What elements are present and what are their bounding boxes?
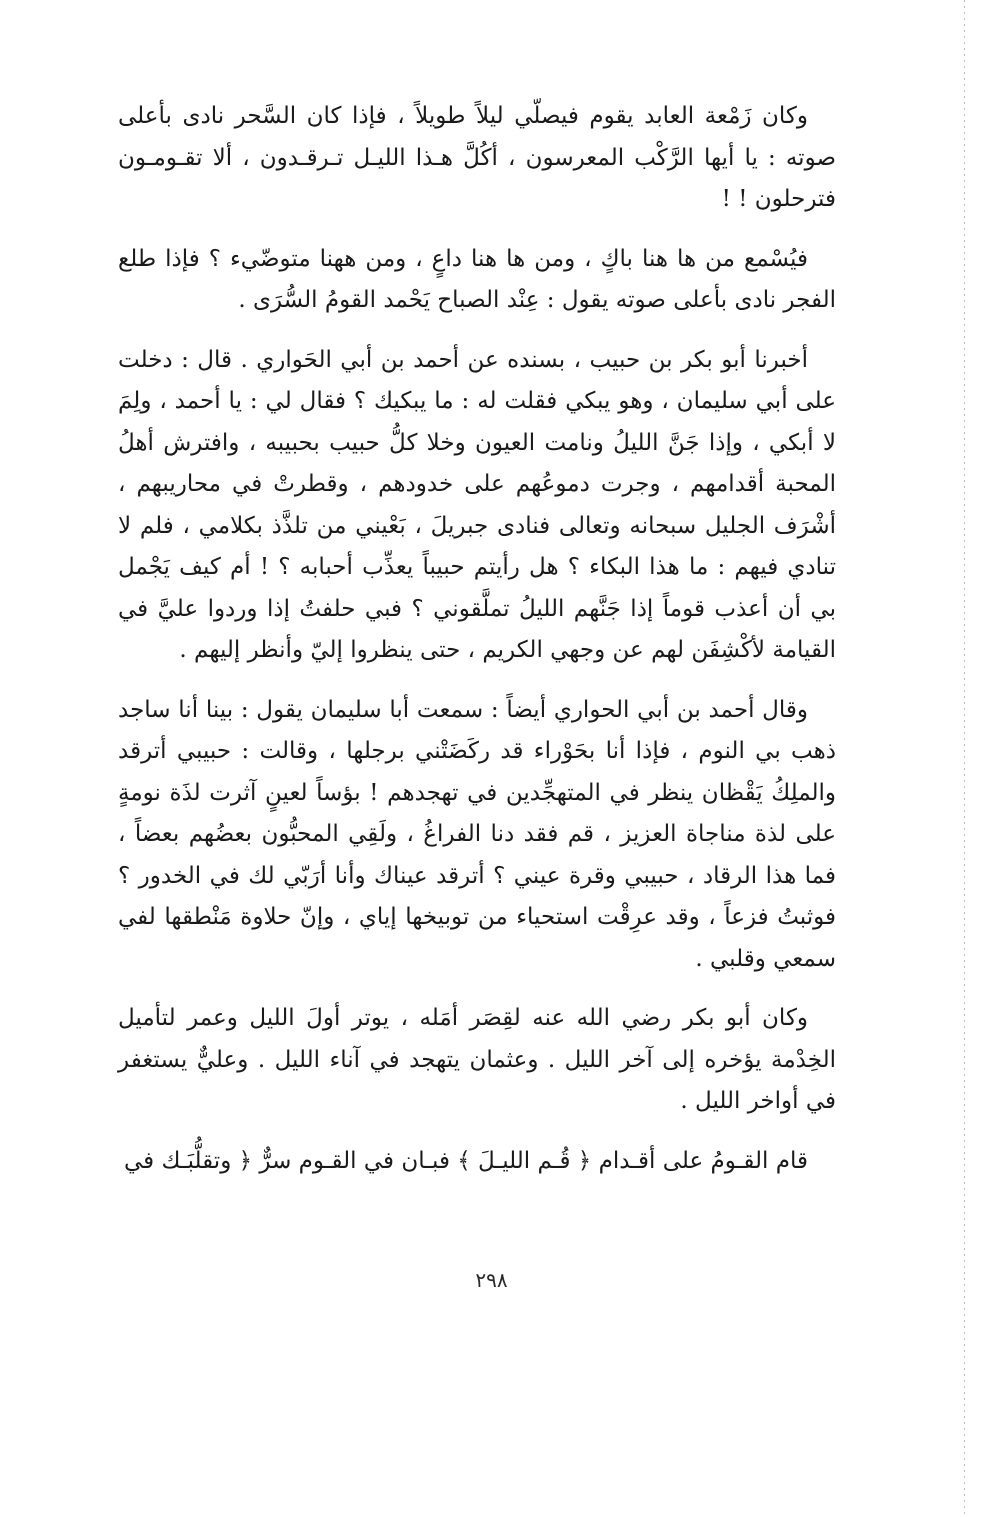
page-number: ٢٩٨: [475, 1268, 508, 1292]
paragraph-dawn-call: فيُسْمع من ها هنا باكٍ ، ومن ها هنا داعٍ ، ومن ههنا متوضّيء ؟ فإذا طلع الفجر نادى بأعلى صوته يقول : عِنْد الصباح يَحْمد القومُ السُّرَى .: [118, 245, 836, 313]
paragraph-zamaa: وكان زَمْعة العابد يقوم فيصلّي ليلاً طويلاً ، فإذا كان السَّحر نادى بأعلى صوته : يا أيها الرَّكْب المعرسون ، أكُلَّ هـذا الليـل تـرقـدون ، ألا تقـومـون فترحلون ! !: [118, 103, 836, 212]
paragraph-hawra-dream: وقال أحمد بن أبي الحواري أيضاً : سمعت أبا سليمان يقول : بينا أنا ساجد ذهب بي النوم ، فإذا أنا بحَوْراء قد ركَضَتْني برجلها ، وقالت : حبيبي أترقد والملِكُ يَقْظان ينظر في المتهجِّدين في تهجدهم ! بؤساً لعينٍ آثرت لذَة نومةٍ على لذة مناجاة العزيز ، قم فقد دنا الفراغُ ، ولَقِي المحبُّون بعضُهم بعضاً ، فما هذا الرقاد ، حبيبي وقرة عيني ؟ أترقد عيناك وأنا أرَبّي لك في الخدور ؟ فوثبتُ فزعاً ، وقد عرِقْت استحياء من توبيخها إياي ، وإنّ حلاوة مَنْطقها لفي سمعي وقلبي .: [118, 696, 836, 972]
scan-edge-line: [964, 0, 965, 1517]
paragraph-caliphs-night: وكان أبو بكر رضي الله عنه لقِصَر أمَله ، يوتر أولَ الليل وعمر لتأميل الخِدْمة يؤخره إلى آخر الليل . وعثمان يتهجد في آناء الليل . وعليٌّ يستغفر في أواخر الليل .: [118, 1005, 836, 1114]
page-body: [118, 96, 836, 1200]
paragraph-qum-al-layl: قام القـومُ على أقـدام ﴿ قُـم الليـلَ ﴾ فبـان في القـوم سرٌّ ﴿ وتقلُّبَـك في: [124, 1147, 808, 1174]
paragraph-abu-sulayman-weeping: أخبرنا أبو بكر بن حبيب ، بسنده عن أحمد بن أبي الحَواري . قال : دخلت على أبي سليمان ، وهو يبكي فقلت له : ما يبكيك ؟ فقال لي : يا أحمد ، ولِمَ لا أبكي ، وإذا جَنَّ الليلُ ونامت العيون وخلا كلُّ حبيب بحبيبه ، وافترش أهلُ المحبة أقدامهم ، وجرت دموعُهم على خدودهم ، وقطرتْ في محاريبهم ، أشْرَف الجليل سبحانه وتعالى فنادى جبريلَ ، بَعْيني من تلذَّذ بكلامي ، فلم لا تنادي فيهم : ما هذا البكاء ؟ هل رأيتم حبيباً يعذِّب أحبابه ؟ ! أم كيف يَجْمل بي أن أعذب قوماً إذا جَنَّهم الليلُ تملَّقوني ؟ فبي حلفتُ إذا وردوا عليَّ في القيامة لأكْشِفَن لهم عن وجهي الكريم ، حتى ينظروا إليّ وأنظر إليهم .: [118, 346, 836, 663]
